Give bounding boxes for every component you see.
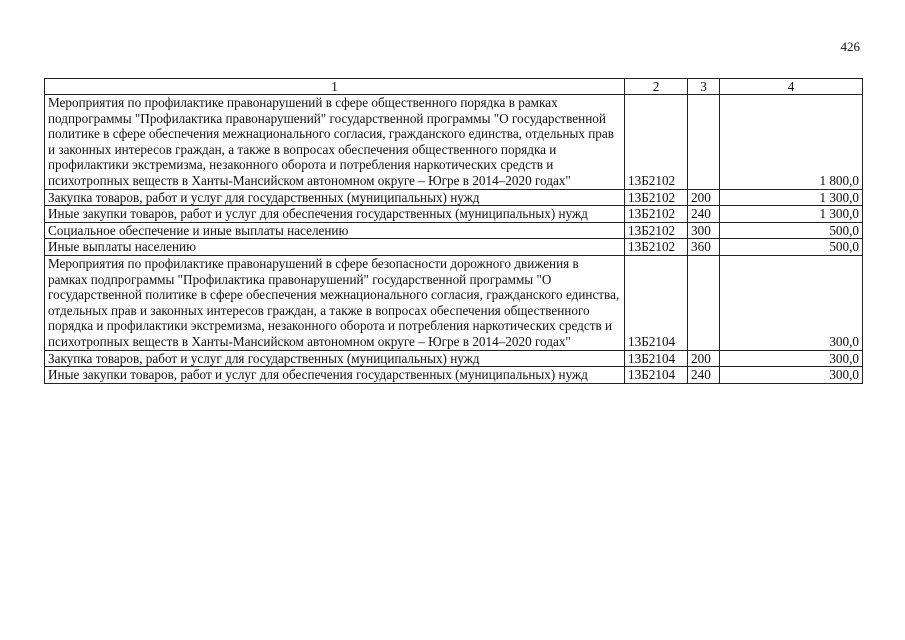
column-header-4: 4 <box>720 79 863 95</box>
row-name: Иные закупки товаров, работ и услуг для обеспечения государственных (муниципальных) нужд <box>45 367 625 384</box>
row-type: 240 <box>688 367 720 384</box>
row-type: 200 <box>688 350 720 367</box>
page-number: 426 <box>840 39 860 54</box>
row-code: 13Б2102 <box>625 239 688 256</box>
row-amount: 1 300,0 <box>720 206 863 223</box>
table-row <box>45 367 863 384</box>
row-amount: 300,0 <box>720 255 863 350</box>
table-row <box>45 222 863 239</box>
column-header-1: 1 <box>45 79 625 95</box>
row-type <box>688 95 720 190</box>
row-amount: 500,0 <box>720 222 863 239</box>
row-type: 300 <box>688 222 720 239</box>
row-type: 200 <box>688 189 720 206</box>
row-name: Закупка товаров, работ и услуг для государственных (муниципальных) нужд <box>45 350 625 367</box>
row-code: 13Б2102 <box>625 222 688 239</box>
row-code: 13Б2102 <box>625 189 688 206</box>
row-type <box>688 255 720 350</box>
table-header-row <box>45 79 863 95</box>
row-name: Закупка товаров, работ и услуг для государственных (муниципальных) нужд <box>45 189 625 206</box>
row-amount: 300,0 <box>720 350 863 367</box>
column-header-3: 3 <box>688 79 720 95</box>
row-amount: 300,0 <box>720 367 863 384</box>
row-name: Социальное обеспечение и иные выплаты населению <box>45 222 625 239</box>
table-row <box>45 95 863 190</box>
row-type: 240 <box>688 206 720 223</box>
row-name: Мероприятия по профилактике правонарушений в сфере общественного порядка в рамках подпрограммы "Профилактика правонарушений" государственной программы "О государственной политике в сфере обеспечения межнационального согласия, гражданского единства, отдельных прав и законных интересов граждан, а также в вопросах обеспечения общественного порядка и профилактики экстремизма, незаконного оборота и потребления наркотических средств и психотропных веществ в Ханты-Мансийском автономном округе – Югре в 2014–2020 годах" <box>45 95 625 190</box>
table-row <box>45 350 863 367</box>
row-amount: 500,0 <box>720 239 863 256</box>
row-amount: 1 800,0 <box>720 95 863 190</box>
row-code: 13Б2104 <box>625 367 688 384</box>
table-row <box>45 255 863 350</box>
row-code: 13Б2102 <box>625 95 688 190</box>
row-amount: 1 300,0 <box>720 189 863 206</box>
row-type: 360 <box>688 239 720 256</box>
row-code: 13Б2104 <box>625 255 688 350</box>
row-code: 13Б2104 <box>625 350 688 367</box>
row-name: Мероприятия по профилактике правонарушений в сфере безопасности дорожного движения в рамках подпрограммы "Профилактика правонарушений" государственной программы "О государственной политике в сфере обеспечения межнационального согласия, гражданского единства, отдельных прав и законных интересов граждан, а также в вопросах обеспечения общественного порядка и профилактики экстремизма, незаконного оборота и потребления наркотических средств и психотропных веществ в Ханты-Мансийском автономном округе – Югре в 2014–2020 годах" <box>45 255 625 350</box>
column-header-2: 2 <box>625 79 688 95</box>
table-row <box>45 239 863 256</box>
table-row <box>45 189 863 206</box>
row-code: 13Б2102 <box>625 206 688 223</box>
table-row <box>45 206 863 223</box>
row-name: Иные закупки товаров, работ и услуг для обеспечения государственных (муниципальных) нужд <box>45 206 625 223</box>
budget-table <box>44 78 863 384</box>
row-name: Иные выплаты населению <box>45 239 625 256</box>
